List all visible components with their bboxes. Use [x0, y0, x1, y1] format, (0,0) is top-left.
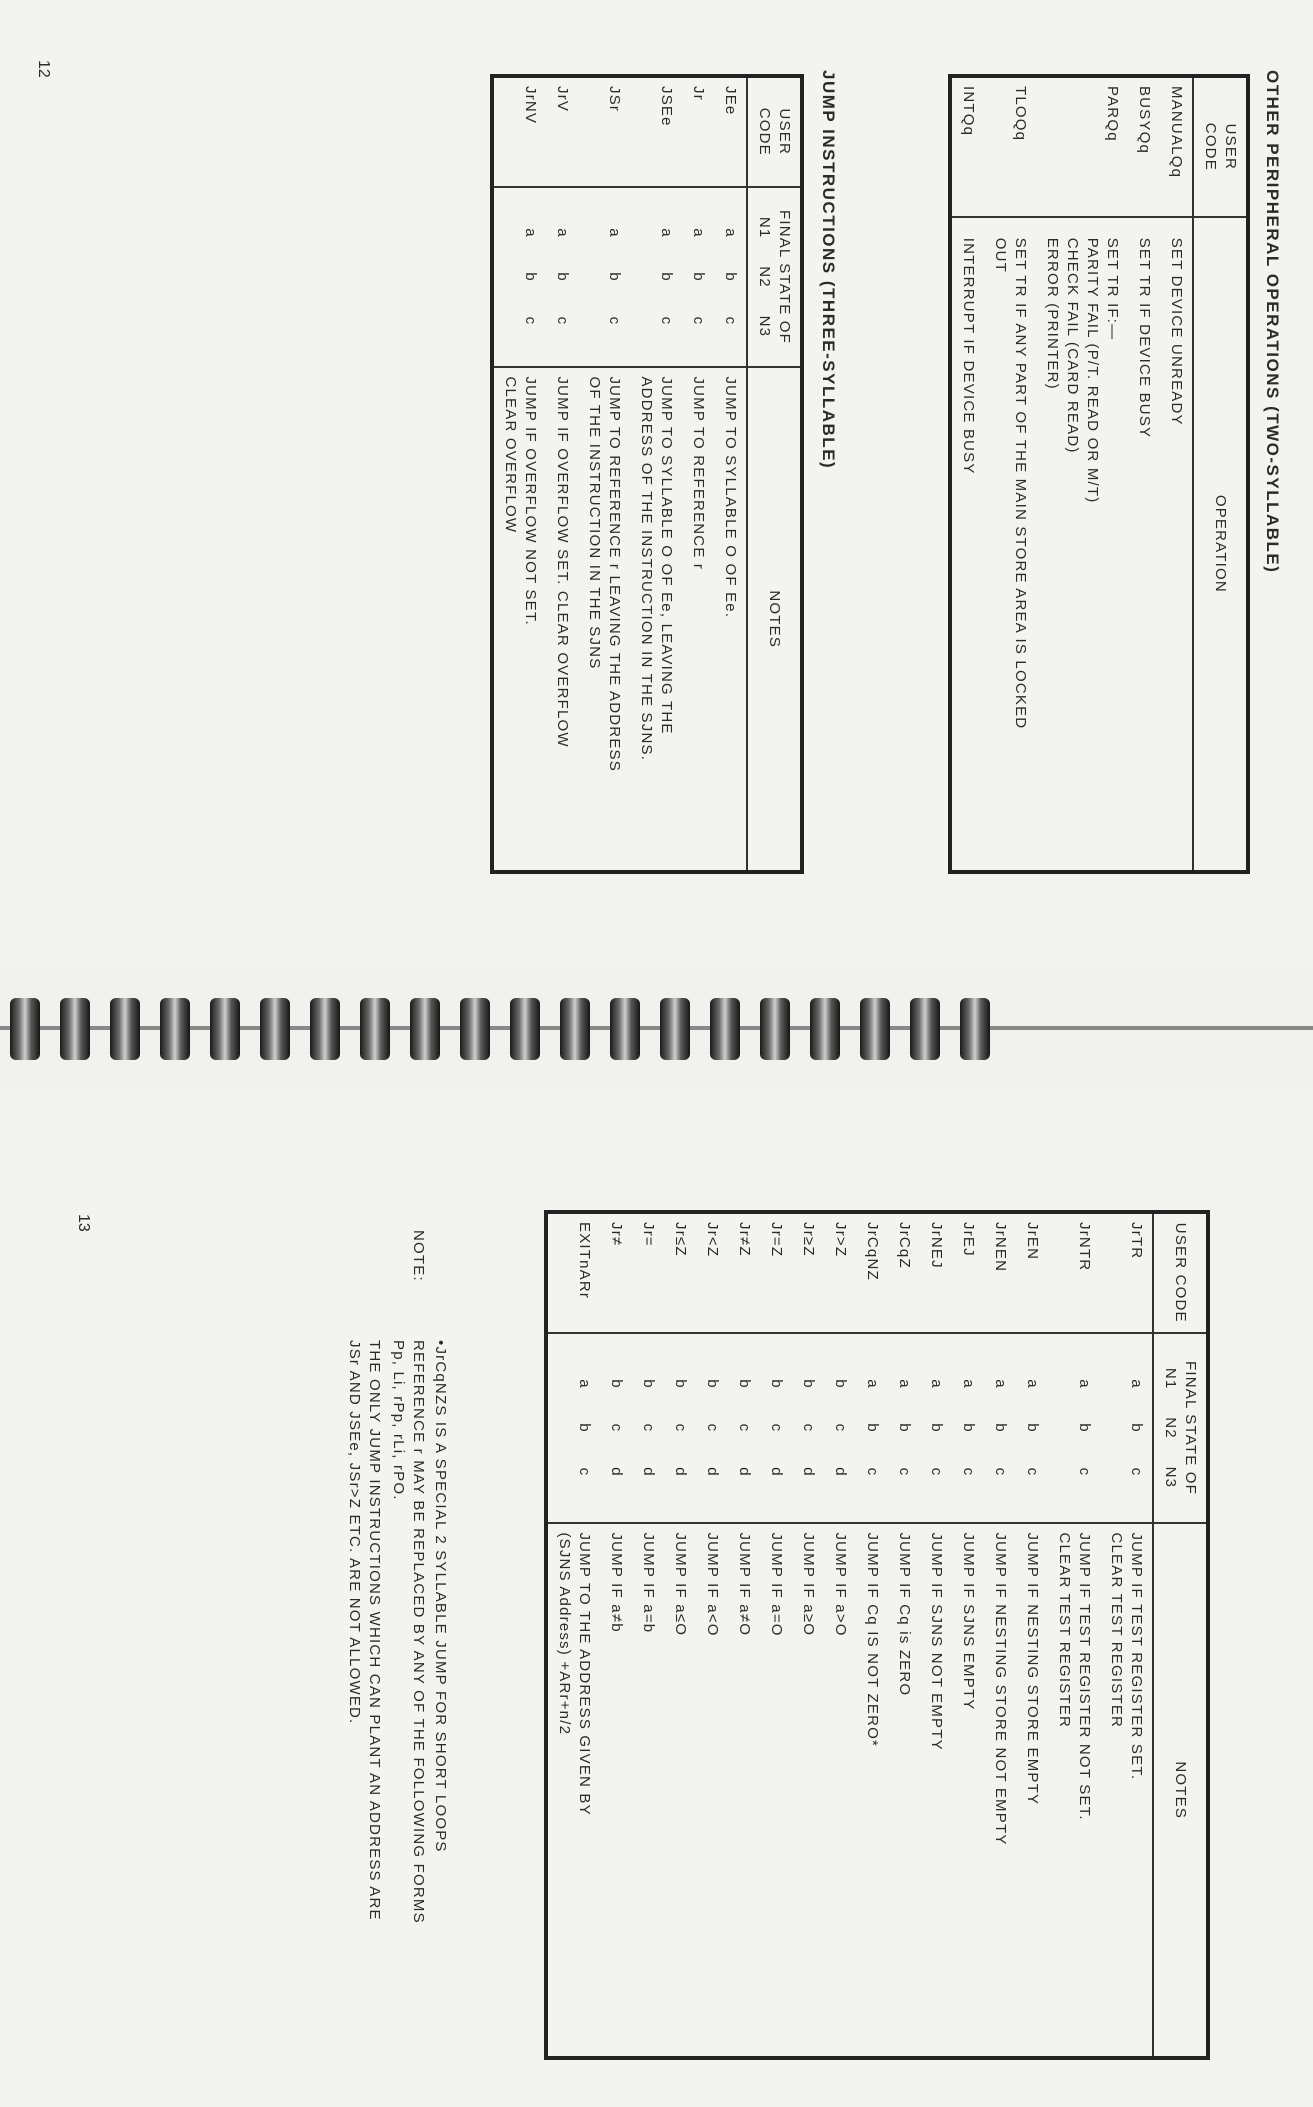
final-state-n2: b	[896, 1423, 913, 1433]
final-state-n1: a	[576, 1379, 593, 1389]
final-state-n1: b	[672, 1379, 689, 1389]
right-header-final-state	[1153, 1333, 1208, 1524]
final-state-n3: c	[1024, 1467, 1041, 1477]
final-state-cell	[632, 1333, 664, 1524]
final-state-n1: b	[608, 1379, 625, 1389]
binding-ring	[510, 998, 540, 1060]
user-code-cell: Jr≠	[608, 1222, 625, 1247]
final-state-n1: a	[864, 1379, 881, 1389]
final-state-n3: d	[704, 1467, 721, 1477]
final-state-cell	[1048, 1333, 1100, 1524]
table-row	[664, 1212, 696, 2058]
right-header-user-code: USER CODE	[1153, 1212, 1208, 1333]
n1-label: N1	[756, 216, 773, 239]
user-code-cell: JrEN	[1024, 1222, 1041, 1261]
binding-ring	[410, 998, 440, 1060]
final-state-n2: b	[960, 1423, 977, 1433]
notes-cell: JUMP IF NESTING STORE NOT EMPTY	[984, 1523, 1016, 2058]
final-state-cell	[920, 1333, 952, 1524]
final-state-n2: b	[722, 272, 739, 282]
n3-label: N3	[756, 315, 773, 338]
jump-heading: JUMP INSTRUCTIONS (THREE-SYLLABLE)	[819, 70, 838, 470]
final-state-n2: b	[928, 1423, 945, 1433]
final-state-n1: a	[522, 228, 539, 238]
final-state-cell	[1100, 1333, 1153, 1524]
final-state-n1: b	[640, 1379, 657, 1389]
note-2: THE ONLY JUMP INSTRUCTIONS WHICH CAN PLANT AN ADDRESS ARE JSr AND JSEe, JSr>Z ETC. ARE NOT ALLOWED.	[346, 1340, 383, 1921]
final-state-n2: b	[1024, 1423, 1041, 1433]
user-code-cell: Jr=	[640, 1222, 657, 1247]
notes-cell: JUMP IF NESTING STORE EMPTY	[1016, 1523, 1048, 2058]
final-state-n3: d	[608, 1467, 625, 1477]
final-state-cell	[1016, 1333, 1048, 1524]
final-state-n1: a	[896, 1379, 913, 1389]
user-code-cell: JrCqNZ	[864, 1222, 881, 1281]
final-state-n1: a	[1128, 1379, 1145, 1389]
table-row	[984, 76, 1036, 872]
notes-cell: JUMP TO REFERENCE r	[682, 367, 714, 872]
right-n2-label: N2	[1162, 1417, 1179, 1439]
page-12	[0, 0, 1313, 968]
notes-cell: JUMP IF TEST REGISTER NOT SET. CLEAR TEST REGISTER	[1048, 1523, 1100, 2058]
notes-cell: JUMP IF a=b	[632, 1523, 664, 2058]
user-code-cell: TLOQq	[1012, 86, 1029, 142]
table-row	[1160, 76, 1193, 872]
final-state-n1: b	[800, 1379, 817, 1389]
notes-cell: JUMP IF a<O	[696, 1523, 728, 2058]
final-state-n1: a	[690, 228, 707, 238]
user-code-cell: Jr≥Z	[800, 1222, 817, 1257]
final-state-cell	[728, 1333, 760, 1524]
operation-cell: SET TR IF:— PARITY FAIL (P/T. READ OR M/T) CHECK FAIL (CARD READ) ERROR (PRINTER)	[1036, 217, 1128, 872]
user-code-cell: EXITnARr	[576, 1222, 593, 1300]
jump-header-user-code: USER CODE	[747, 76, 802, 187]
notes-cell: JUMP TO REFERENCE r LEAVING THE ADDRESS OF THE INSTRUCTION IN THE SJNS	[578, 367, 630, 872]
user-code-cell: JrNEN	[992, 1222, 1009, 1273]
final-state-n3: d	[672, 1467, 689, 1477]
table-row	[546, 1212, 600, 2058]
right-final-state-columns	[1160, 1342, 1180, 1515]
final-state-cell	[792, 1333, 824, 1524]
final-state-n3: c	[1128, 1467, 1145, 1477]
final-state-n2: c	[640, 1423, 657, 1433]
user-code-cell: JrNEJ	[928, 1222, 945, 1269]
final-state-n1: a	[658, 228, 675, 238]
final-state-cell	[714, 187, 747, 368]
final-state-n3: c	[896, 1467, 913, 1477]
user-code-cell: Jr>Z	[832, 1222, 849, 1258]
table-row	[1016, 1212, 1048, 2058]
final-state-n3: c	[576, 1467, 593, 1477]
table-row	[546, 76, 578, 872]
user-code-cell: JrCqZ	[896, 1222, 913, 1269]
final-state-n1: a	[554, 228, 571, 238]
table-row	[1048, 1212, 1100, 2058]
user-code-cell: JrV	[554, 86, 571, 113]
final-state-n3: c	[1076, 1467, 1093, 1477]
final-state-n2: c	[608, 1423, 625, 1433]
final-state-n2: b	[1128, 1423, 1145, 1433]
table-row	[578, 76, 630, 872]
operation-cell: INTERRUPT IF DEVICE BUSY	[950, 217, 984, 872]
user-code-cell: BUSYQq	[1136, 86, 1153, 155]
table-row	[952, 1212, 984, 2058]
final-state-n2: c	[768, 1423, 785, 1433]
table-row	[1036, 76, 1128, 872]
final-state-cell	[546, 1333, 600, 1524]
user-code-cell: INTQq	[960, 86, 977, 137]
final-state-n2: b	[522, 272, 539, 282]
final-state-n2: b	[690, 272, 707, 282]
peripheral-heading: OTHER PERIPHERAL OPERATIONS (TWO-SYLLABLE)	[1263, 70, 1282, 574]
jump-header-final-state	[747, 187, 802, 368]
binding-ring	[210, 998, 240, 1060]
final-state-n1: a	[606, 228, 623, 238]
final-state-cell	[600, 1333, 632, 1524]
final-state-n2: c	[832, 1423, 849, 1433]
final-state-n3: c	[606, 316, 623, 326]
final-state-n3: c	[522, 316, 539, 326]
binding-ring	[160, 998, 190, 1060]
final-state-n2: b	[864, 1423, 881, 1433]
table-row	[714, 76, 747, 872]
user-code-cell: Jr≤Z	[672, 1222, 689, 1257]
table-row	[600, 1212, 632, 2058]
user-code-cell: JrNV	[522, 86, 539, 125]
page-13-rotated	[70, 1210, 1210, 2090]
table-row	[792, 1212, 824, 2058]
right-header-notes: NOTES	[1153, 1523, 1208, 2058]
binding-ring	[960, 998, 990, 1060]
binding-ring	[760, 998, 790, 1060]
notes-cell: JUMP IF SJNS EMPTY	[952, 1523, 984, 2058]
final-state-columns	[754, 196, 774, 359]
notes-cell: JUMP IF TEST REGISTER SET. CLEAR TEST REGISTER	[1100, 1523, 1153, 2058]
table-row	[760, 1212, 792, 2058]
table-row	[950, 76, 984, 872]
table-row	[824, 1212, 856, 2058]
final-state-cell	[664, 1333, 696, 1524]
final-state-n1: a	[992, 1379, 1009, 1389]
notes-cell: JUMP IF Cq IS NOT ZERO*	[856, 1523, 888, 2058]
final-state-cell	[760, 1333, 792, 1524]
final-state-n2: b	[658, 272, 675, 282]
user-code-cell: Jr	[690, 86, 707, 101]
final-state-n1: b	[704, 1379, 721, 1389]
final-state-n3: d	[768, 1467, 785, 1477]
final-state-n1: b	[768, 1379, 785, 1389]
final-state-n1: a	[1024, 1379, 1041, 1389]
table-row	[492, 76, 546, 872]
note-label: NOTE:	[410, 1230, 427, 1282]
binding-ring	[810, 998, 840, 1060]
page-number-12: 12	[35, 60, 52, 78]
user-code-cell: JrEJ	[960, 1222, 977, 1257]
note-items	[344, 1340, 428, 1924]
binding-wire	[0, 1026, 1313, 1030]
footnotes	[344, 1230, 450, 2050]
peripheral-table	[948, 74, 1250, 874]
notes-cell: JUMP IF a=O	[760, 1523, 792, 2058]
notes-cell: JUMP IF a>O	[824, 1523, 856, 2058]
binding-ring	[460, 998, 490, 1060]
notes-cell: JUMP IF a≠O	[728, 1523, 760, 2058]
final-state-n2: c	[800, 1423, 817, 1433]
final-state-cell	[952, 1333, 984, 1524]
binding-ring	[910, 998, 940, 1060]
notes-cell: JUMP IF Cq is ZERO	[888, 1523, 920, 2058]
final-state-n3: c	[992, 1467, 1009, 1477]
final-state-cell	[578, 187, 630, 368]
final-state-n2: b	[554, 272, 571, 282]
notes-cell: JUMP IF a≤O	[664, 1523, 696, 2058]
table-row	[682, 76, 714, 872]
operation-cell: SET TR IF ANY PART OF THE MAIN STORE AREA IS LOCKED OUT	[984, 217, 1036, 872]
final-state-n3: d	[832, 1467, 849, 1477]
user-code-cell: JrTR	[1128, 1222, 1145, 1260]
user-code-cell: JSEe	[658, 86, 675, 127]
table-row	[984, 1212, 1016, 2058]
user-code-cell: MANUALQq	[1168, 86, 1185, 179]
page-number-13: 13	[75, 1214, 92, 1232]
final-state-n2: b	[1076, 1423, 1093, 1433]
notes-cell: JUMP IF OVERFLOW NOT SET. CLEAR OVERFLOW	[492, 367, 546, 872]
binding-ring	[110, 998, 140, 1060]
table-row	[630, 76, 682, 872]
notes-cell: JUMP TO SYLLABLE O OF Ee, LEAVING THE ADDRESS OF THE INSTRUCTION IN THE SJNS.	[630, 367, 682, 872]
final-state-n2: c	[736, 1423, 753, 1433]
binding-ring	[660, 998, 690, 1060]
final-state-cell	[824, 1333, 856, 1524]
final-state-cell	[856, 1333, 888, 1524]
final-state-n3: d	[800, 1467, 817, 1477]
operation-cell: SET DEVICE UNREADY	[1160, 217, 1193, 872]
final-state-n2: b	[576, 1423, 593, 1433]
final-state-n3: c	[960, 1467, 977, 1477]
note-1: REFERENCE r MAY BE REPLACED BY ANY OF THE FOLLOWING FORMS Pp, Li, rPp, rLi, rPO.	[390, 1340, 427, 1924]
notes-cell: JUMP TO THE ADDRESS GIVEN BY (SJNS Address) +ARr+n/2	[546, 1523, 600, 2058]
final-state-label: FINAL STATE OF	[776, 209, 793, 345]
binding-ring	[610, 998, 640, 1060]
binding-ring	[360, 998, 390, 1060]
page-12-rotated	[35, 60, 1290, 960]
binding-ring	[260, 998, 290, 1060]
final-state-n3: c	[554, 316, 571, 326]
right-n1-label: N1	[1162, 1367, 1179, 1390]
user-code-cell: JrNTR	[1076, 1222, 1093, 1272]
final-state-cell	[492, 187, 546, 368]
binding-ring	[560, 998, 590, 1060]
note-block	[344, 1230, 428, 2050]
table-row	[632, 1212, 664, 2058]
table-row	[888, 1212, 920, 2058]
final-state-cell	[682, 187, 714, 368]
user-code-cell: PARQq	[1104, 86, 1121, 142]
table-row	[856, 1212, 888, 2058]
notes-cell: JUMP IF SJNS NOT EMPTY	[920, 1523, 952, 2058]
final-state-n1: a	[960, 1379, 977, 1389]
binding-ring	[310, 998, 340, 1060]
table-row	[1100, 1212, 1153, 2058]
user-code-cell: Jr<Z	[704, 1222, 721, 1258]
final-state-cell	[696, 1333, 728, 1524]
n2-label: N2	[756, 266, 773, 288]
final-state-n2: b	[992, 1423, 1009, 1433]
final-state-n2: b	[606, 272, 623, 282]
page-13	[0, 1088, 1313, 2107]
table-row	[920, 1212, 952, 2058]
final-state-n2: c	[672, 1423, 689, 1433]
binding-ring	[860, 998, 890, 1060]
right-n3-label: N3	[1162, 1466, 1179, 1489]
final-state-cell	[888, 1333, 920, 1524]
jump-header-notes: NOTES	[747, 367, 802, 872]
notes-cell: JUMP TO SYLLABLE O OF Ee.	[714, 367, 747, 872]
user-code-cell: JEe	[722, 86, 739, 116]
final-state-n3: d	[736, 1467, 753, 1477]
table-row	[696, 1212, 728, 2058]
final-state-n3: c	[658, 316, 675, 326]
peripheral-header-operation: OPERATION	[1193, 217, 1248, 872]
operation-cell: SET TR IF DEVICE BUSY	[1128, 217, 1160, 872]
notes-cell: JUMP IF a≠b	[600, 1523, 632, 2058]
notes-cell: JUMP IF OVERFLOW SET. CLEAR OVERFLOW	[546, 367, 578, 872]
user-code-cell: Jr=Z	[768, 1222, 785, 1258]
right-final-state-label: FINAL STATE OF	[1182, 1360, 1199, 1496]
final-state-n1: a	[928, 1379, 945, 1389]
final-state-n1: b	[736, 1379, 753, 1389]
table-row	[1128, 76, 1160, 872]
binding-ring	[60, 998, 90, 1060]
binding-ring	[10, 998, 40, 1060]
jump-table-right	[544, 1210, 1210, 2060]
final-state-n1: a	[722, 228, 739, 238]
footnote-star: •JrCqNZS IS A SPECIAL 2 SYLLABLE JUMP FOR SHORT LOOPS	[432, 1340, 449, 1853]
final-state-n1: a	[1076, 1379, 1093, 1389]
final-state-cell	[630, 187, 682, 368]
notes-cell: JUMP IF a≥O	[792, 1523, 824, 2058]
final-state-n3: c	[864, 1467, 881, 1477]
final-state-n1: b	[832, 1379, 849, 1389]
user-code-cell: Jr≠Z	[736, 1222, 753, 1257]
final-state-n3: c	[690, 316, 707, 326]
final-state-n3: c	[722, 316, 739, 326]
table-row	[728, 1212, 760, 2058]
final-state-n3: d	[640, 1467, 657, 1477]
final-state-n2: c	[704, 1423, 721, 1433]
binding-ring	[710, 998, 740, 1060]
final-state-n3: c	[928, 1467, 945, 1477]
user-code-cell: JSr	[606, 86, 623, 113]
spiral-binding	[0, 968, 1313, 1088]
final-state-cell	[546, 187, 578, 368]
peripheral-header-user-code: USER CODE	[1193, 76, 1248, 217]
final-state-cell	[984, 1333, 1016, 1524]
jump-table-left	[490, 74, 804, 874]
